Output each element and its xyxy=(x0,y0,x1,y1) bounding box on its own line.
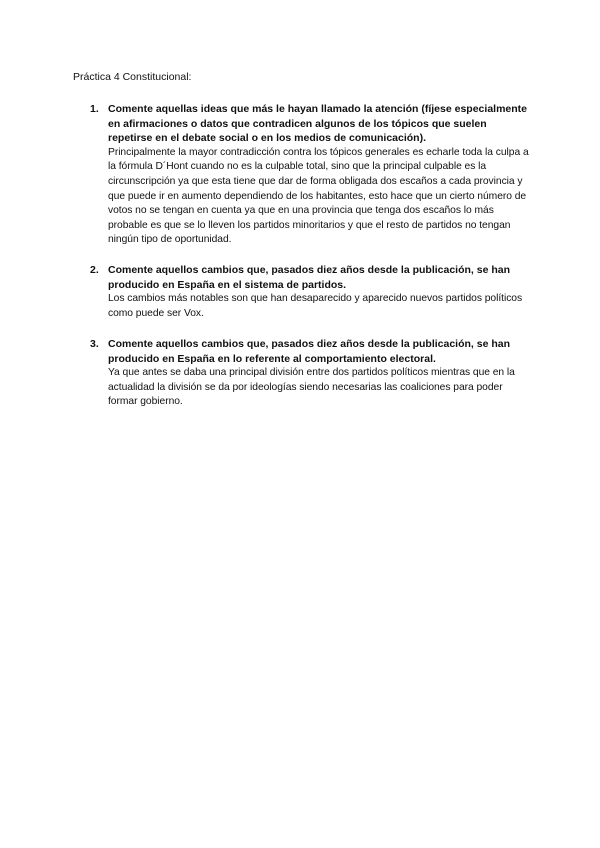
question-answer: Principalmente la mayor contradicción contra los tópicos generales es echarle toda la culpa a la fórmula D´Hont cuando no es la culpable total, sino que la principal culpable es la circunscripción ya que esta tiene que dar de forma obligada dos escaños a cada provincia y que puede ir en aumento dependiendo de los habitantes, esto hace que un cierto número de votos no se tengan en cuenta ya que en una provincia que tenga dos escaños lo más probable es que se lo lleven los partidos minoritarios y que el resto de partidos no tengan ningún tipo de oportunidad. xyxy=(108,146,529,246)
question-body xyxy=(108,102,532,248)
question-prompt: Comente aquellos cambios que, pasados diez años desde la publicación, se han producido en España en el sistema de partidos. xyxy=(108,264,511,291)
question-answer: Los cambios más notables son que han desaparecido y aparecido nuevos partidos políticos como puede ser Vox. xyxy=(108,293,523,319)
question-number: 3. xyxy=(90,338,99,350)
question-number: 2. xyxy=(90,264,99,276)
question-number: 1. xyxy=(90,103,99,115)
question-body xyxy=(108,263,532,321)
question-prompt: Comente aquellos cambios que, pasados diez años desde la publicación, se han producido en España en lo referente al comportamiento electoral. xyxy=(108,338,511,365)
question-answer: Ya que antes se daba una principal división entre dos partidos políticos mientras que en la actualidad la división se da por ideologías siendo necesarias las coaliciones para poder formar gobierno. xyxy=(108,367,515,408)
document-title: Práctica 4 Constitucional: xyxy=(73,71,192,83)
question-prompt: Comente aquellas ideas que más le hayan llamado la atención (fíjese especialmente en afirmaciones o datos que contradicen algunos de los tópicos que suelen repetirse en el debate social o en los medios de comunicación). xyxy=(108,103,527,145)
question-body xyxy=(108,337,532,410)
